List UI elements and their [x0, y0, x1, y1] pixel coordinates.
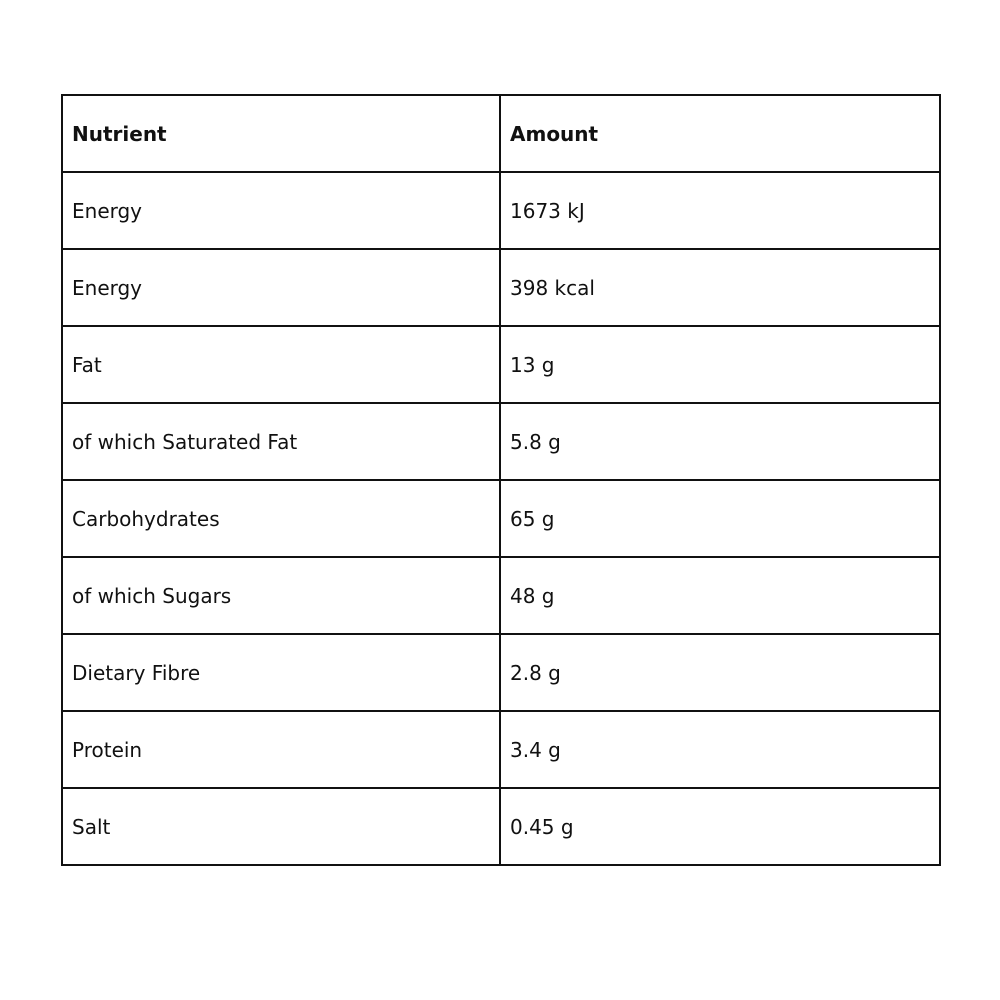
table-header — [62, 95, 940, 172]
table-row — [62, 249, 940, 326]
nutrient-cell: Energy — [62, 172, 500, 249]
amount-cell: 65 g — [500, 480, 940, 557]
nutrition-table — [61, 94, 941, 866]
table-row — [62, 172, 940, 249]
table-row — [62, 788, 940, 865]
table-row — [62, 634, 940, 711]
amount-cell: 3.4 g — [500, 711, 940, 788]
nutrient-cell: Fat — [62, 326, 500, 403]
amount-cell: 48 g — [500, 557, 940, 634]
header-nutrient: Nutrient — [62, 95, 500, 172]
header-amount: Amount — [500, 95, 940, 172]
table-row — [62, 326, 940, 403]
nutrient-cell: of which Sugars — [62, 557, 500, 634]
amount-cell: 1673 kJ — [500, 172, 940, 249]
nutrient-cell: Energy — [62, 249, 500, 326]
table-row — [62, 557, 940, 634]
nutrient-cell: Salt — [62, 788, 500, 865]
nutrient-cell: of which Saturated Fat — [62, 403, 500, 480]
table-row — [62, 403, 940, 480]
table-row — [62, 711, 940, 788]
nutrient-cell: Carbohydrates — [62, 480, 500, 557]
amount-cell: 0.45 g — [500, 788, 940, 865]
nutrient-cell: Dietary Fibre — [62, 634, 500, 711]
amount-cell: 2.8 g — [500, 634, 940, 711]
table-row — [62, 480, 940, 557]
amount-cell: 5.8 g — [500, 403, 940, 480]
table-body — [62, 172, 940, 865]
amount-cell: 398 kcal — [500, 249, 940, 326]
header-row — [62, 95, 940, 172]
nutrient-cell: Protein — [62, 711, 500, 788]
amount-cell: 13 g — [500, 326, 940, 403]
